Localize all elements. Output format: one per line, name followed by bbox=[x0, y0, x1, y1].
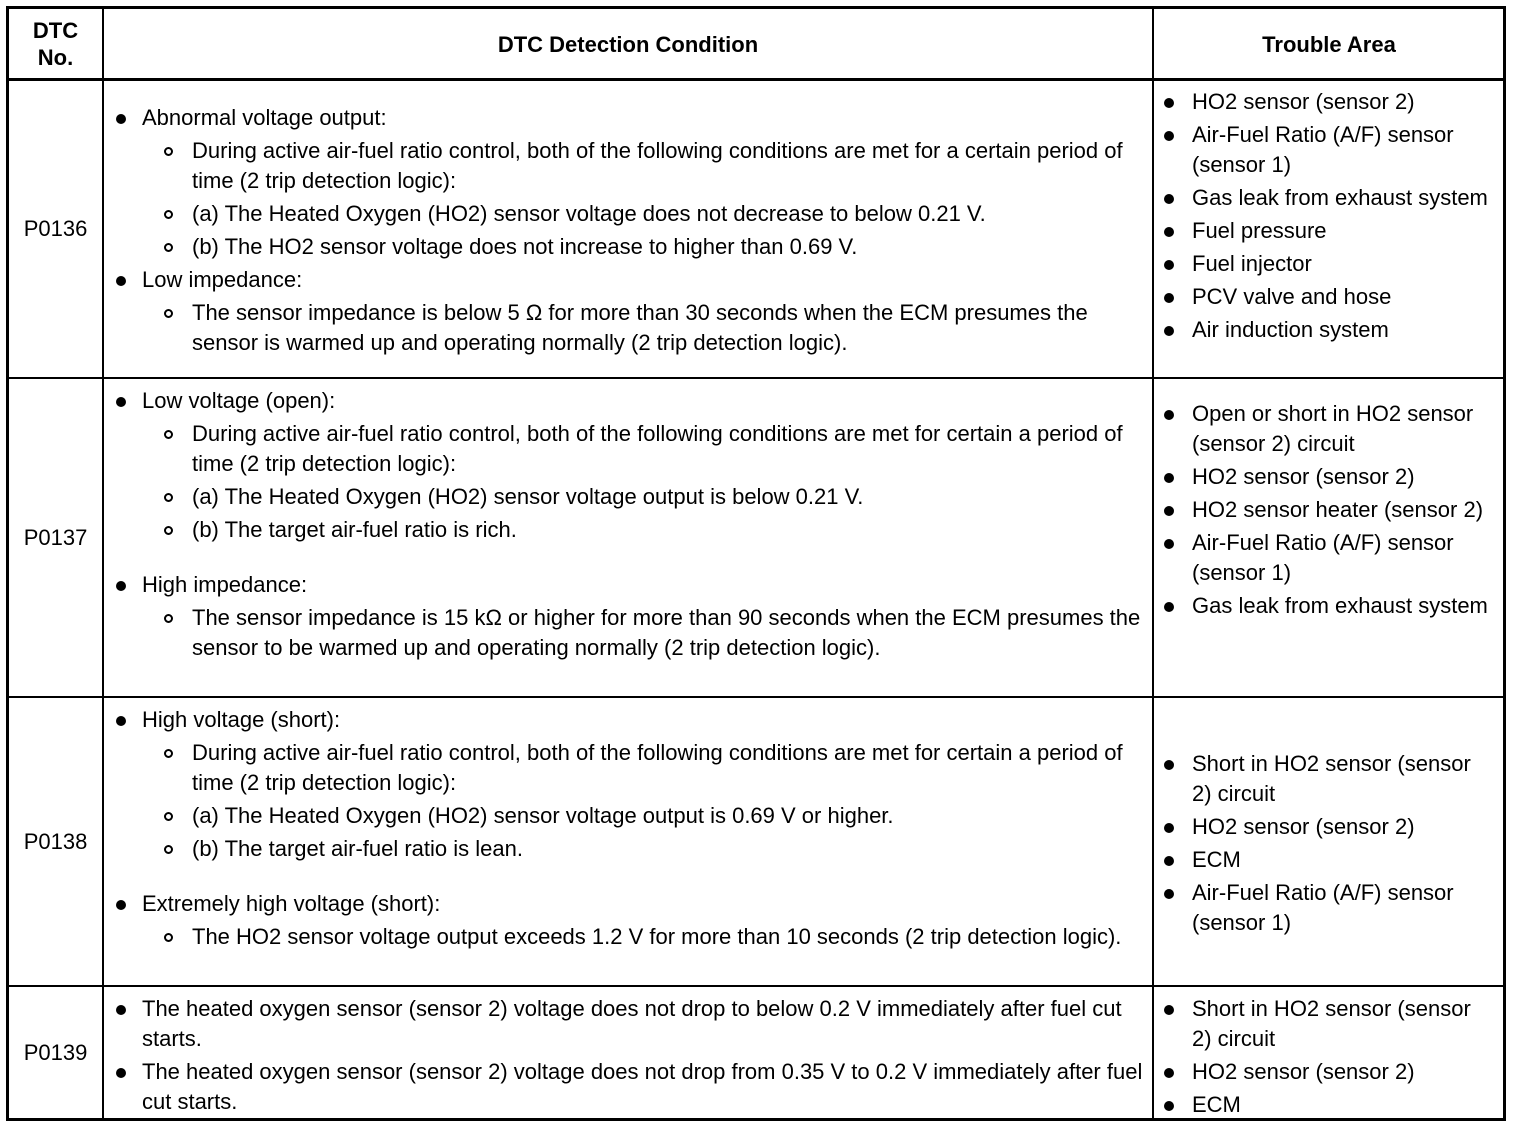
condition-text: (b) The HO2 sensor voltage does not increase to higher than 0.69 V. bbox=[192, 234, 858, 259]
condition-subitem bbox=[106, 298, 1152, 358]
condition-text: The sensor impedance is 15 kΩ or higher for more than 90 seconds when the ECM presumes the sensor to be warmed up and operating normally (2 trip detection logic). bbox=[192, 605, 1141, 660]
bullet-icon bbox=[1164, 473, 1174, 483]
trouble-text: HO2 sensor heater (sensor 2) bbox=[1192, 497, 1484, 522]
trouble-text: ECM bbox=[1192, 847, 1241, 872]
hollow-bullet-icon bbox=[164, 614, 173, 623]
trouble-area-cell bbox=[1154, 87, 1504, 348]
bullet-icon bbox=[116, 397, 126, 407]
dtc-code: P0136 bbox=[23, 216, 88, 241]
hollow-bullet-icon bbox=[164, 147, 173, 156]
trouble-area-cell bbox=[1154, 399, 1504, 624]
bullet-icon bbox=[1164, 1005, 1174, 1015]
hollow-bullet-icon bbox=[164, 309, 173, 318]
trouble-text: HO2 sensor (sensor 2) bbox=[1192, 814, 1415, 839]
hollow-bullet-icon bbox=[164, 812, 173, 821]
bullet-icon bbox=[116, 1005, 126, 1015]
trouble-text: Air-Fuel Ratio (A/F) sensor (sensor 1) bbox=[1192, 530, 1454, 585]
trouble-item bbox=[1154, 216, 1494, 246]
row-divider bbox=[9, 985, 1503, 987]
bullet-icon bbox=[1164, 293, 1174, 303]
condition-subitem bbox=[106, 738, 1152, 798]
condition-subitem bbox=[106, 515, 1152, 545]
condition-text: During active air-fuel ratio control, both of the following conditions are met for certain a period of time (2 trip detection logic): bbox=[192, 421, 1123, 476]
hollow-bullet-icon bbox=[164, 933, 173, 942]
detection-condition-cell bbox=[106, 386, 1152, 666]
trouble-item bbox=[1154, 462, 1496, 492]
trouble-area-cell bbox=[1154, 749, 1504, 941]
trouble-item bbox=[1154, 845, 1494, 875]
condition-item bbox=[106, 103, 1152, 133]
trouble-text: HO2 sensor (sensor 2) bbox=[1192, 1059, 1415, 1084]
row-divider bbox=[9, 696, 1503, 698]
bullet-icon bbox=[116, 114, 126, 124]
trouble-item bbox=[1154, 749, 1494, 809]
spacer bbox=[106, 867, 1152, 889]
condition-text: Low impedance: bbox=[142, 267, 303, 292]
hollow-bullet-icon bbox=[164, 493, 173, 502]
condition-text: (a) The Heated Oxygen (HO2) sensor voltage output is below 0.21 V. bbox=[192, 484, 864, 509]
hollow-bullet-icon bbox=[164, 749, 173, 758]
bullet-icon bbox=[1164, 326, 1174, 336]
condition-subitem bbox=[106, 232, 1152, 262]
bullet-icon bbox=[1164, 227, 1174, 237]
trouble-item bbox=[1154, 282, 1494, 312]
condition-text: Abnormal voltage output: bbox=[142, 105, 387, 130]
condition-text: Low voltage (open): bbox=[142, 388, 336, 413]
bullet-icon bbox=[1164, 194, 1174, 204]
bullet-icon bbox=[116, 276, 126, 286]
trouble-text: Air-Fuel Ratio (A/F) sensor (sensor 1) bbox=[1192, 880, 1454, 935]
condition-text: During active air-fuel ratio control, both of the following conditions are met for a certain period of time (2 trip detection logic): bbox=[192, 138, 1123, 193]
bullet-icon bbox=[1164, 539, 1174, 549]
bullet-icon bbox=[116, 900, 126, 910]
trouble-area-cell bbox=[1154, 994, 1504, 1123]
condition-item bbox=[106, 265, 1152, 295]
trouble-item bbox=[1154, 528, 1496, 588]
row-divider bbox=[9, 377, 1503, 379]
condition-subitem bbox=[106, 199, 1152, 229]
trouble-text: Fuel injector bbox=[1192, 251, 1312, 276]
condition-text: Extremely high voltage (short): bbox=[142, 891, 441, 916]
detection-condition-cell bbox=[106, 994, 1152, 1120]
trouble-text: Short in HO2 sensor (sensor 2) circuit bbox=[1192, 751, 1471, 806]
trouble-text: Short in HO2 sensor (sensor 2) circuit bbox=[1192, 996, 1471, 1051]
trouble-item bbox=[1154, 878, 1494, 938]
trouble-item bbox=[1154, 495, 1496, 525]
bullet-icon bbox=[1164, 98, 1174, 108]
trouble-text: Fuel pressure bbox=[1192, 218, 1327, 243]
dtc-code: P0139 bbox=[23, 1039, 88, 1065]
trouble-item bbox=[1154, 183, 1494, 213]
dtc-table bbox=[6, 6, 1506, 1121]
bullet-icon bbox=[116, 1068, 126, 1078]
condition-text: (a) The Heated Oxygen (HO2) sensor voltage does not decrease to below 0.21 V. bbox=[192, 201, 986, 226]
trouble-text: Air induction system bbox=[1192, 317, 1389, 342]
bullet-icon bbox=[116, 716, 126, 726]
bullet-icon bbox=[1164, 506, 1174, 516]
trouble-text: PCV valve and hose bbox=[1192, 284, 1392, 309]
condition-subitem bbox=[106, 136, 1152, 196]
condition-subitem bbox=[106, 834, 1152, 864]
condition-subitem bbox=[106, 922, 1152, 952]
dtc-code: P0137 bbox=[23, 524, 88, 550]
hollow-bullet-icon bbox=[164, 526, 173, 535]
trouble-item bbox=[1154, 591, 1496, 621]
condition-item bbox=[106, 994, 1152, 1054]
condition-text: High voltage (short): bbox=[142, 707, 341, 732]
condition-item bbox=[106, 1057, 1152, 1117]
bullet-icon bbox=[1164, 889, 1174, 899]
bullet-icon bbox=[1164, 260, 1174, 270]
trouble-item bbox=[1154, 315, 1494, 345]
bullet-icon bbox=[1164, 760, 1174, 770]
trouble-item bbox=[1154, 1090, 1494, 1120]
condition-text: (b) The target air-fuel ratio is lean. bbox=[192, 836, 523, 861]
trouble-text: ECM bbox=[1192, 1092, 1241, 1117]
column-divider bbox=[102, 9, 104, 1118]
bullet-icon bbox=[1164, 602, 1174, 612]
trouble-text: Air-Fuel Ratio (A/F) sensor (sensor 1) bbox=[1192, 122, 1454, 177]
trouble-text: Gas leak from exhaust system bbox=[1192, 593, 1488, 618]
header-dtc-no: DTC No. bbox=[32, 18, 79, 70]
condition-item bbox=[106, 705, 1152, 735]
spacer bbox=[106, 548, 1152, 570]
trouble-item bbox=[1154, 87, 1494, 117]
condition-text: (b) The target air-fuel ratio is rich. bbox=[192, 517, 517, 542]
condition-text: The HO2 sensor voltage output exceeds 1.2 V for more than 10 seconds (2 trip detection logic). bbox=[192, 924, 1122, 949]
condition-subitem bbox=[106, 482, 1152, 512]
trouble-text: HO2 sensor (sensor 2) bbox=[1192, 464, 1415, 489]
hollow-bullet-icon bbox=[164, 845, 173, 854]
condition-text: The sensor impedance is below 5 Ω for more than 30 seconds when the ECM presumes the sensor is warmed up and operating normally (2 trip detection logic). bbox=[192, 300, 1088, 355]
header-trouble-area: Trouble Area bbox=[1262, 31, 1396, 57]
trouble-item bbox=[1154, 399, 1496, 459]
condition-text: During active air-fuel ratio control, both of the following conditions are met for certain a period of time (2 trip detection logic): bbox=[192, 740, 1123, 795]
condition-subitem bbox=[106, 419, 1152, 479]
hollow-bullet-icon bbox=[164, 210, 173, 219]
bullet-icon bbox=[1164, 823, 1174, 833]
condition-text: High impedance: bbox=[142, 572, 308, 597]
trouble-item bbox=[1154, 249, 1494, 279]
hollow-bullet-icon bbox=[164, 243, 173, 252]
dtc-code: P0138 bbox=[23, 828, 88, 854]
header-detection-condition: DTC Detection Condition bbox=[497, 31, 759, 57]
condition-item bbox=[106, 570, 1152, 600]
bullet-icon bbox=[1164, 1101, 1174, 1111]
bullet-icon bbox=[1164, 410, 1174, 420]
condition-text: (a) The Heated Oxygen (HO2) sensor voltage output is 0.69 V or higher. bbox=[192, 803, 894, 828]
condition-subitem bbox=[106, 603, 1152, 663]
condition-subitem bbox=[106, 801, 1152, 831]
detection-condition-cell bbox=[106, 705, 1152, 955]
trouble-text: Gas leak from exhaust system bbox=[1192, 185, 1488, 210]
bullet-icon bbox=[1164, 1068, 1174, 1078]
trouble-item bbox=[1154, 120, 1494, 180]
bullet-icon bbox=[1164, 131, 1174, 141]
bullet-icon bbox=[1164, 856, 1174, 866]
trouble-text: HO2 sensor (sensor 2) bbox=[1192, 89, 1415, 114]
condition-item bbox=[106, 889, 1152, 919]
condition-item bbox=[106, 386, 1152, 416]
bullet-icon bbox=[116, 581, 126, 591]
trouble-item bbox=[1154, 994, 1494, 1054]
hollow-bullet-icon bbox=[164, 430, 173, 439]
trouble-text: Open or short in HO2 sensor (sensor 2) circuit bbox=[1192, 401, 1474, 456]
trouble-item bbox=[1154, 812, 1494, 842]
detection-condition-cell bbox=[106, 103, 1152, 361]
condition-text: The heated oxygen sensor (sensor 2) voltage does not drop from 0.35 V to 0.2 V immediately after fuel cut starts. bbox=[142, 1059, 1143, 1114]
trouble-item bbox=[1154, 1057, 1494, 1087]
condition-text: The heated oxygen sensor (sensor 2) voltage does not drop to below 0.2 V immediately after fuel cut starts. bbox=[142, 996, 1122, 1051]
